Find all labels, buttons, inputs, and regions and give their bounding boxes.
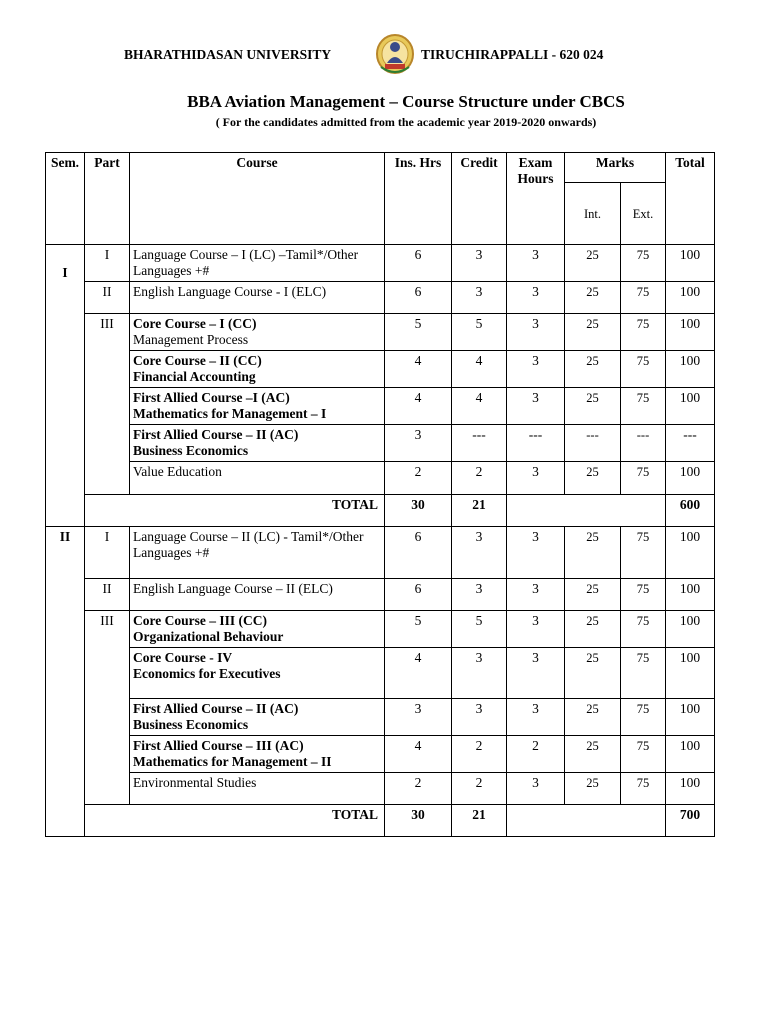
ext-cell: 75 [621, 736, 666, 773]
course-line: First Allied Course – III (AC) [133, 738, 304, 753]
ins-cell: 6 [385, 282, 452, 314]
ins-cell: 6 [385, 527, 452, 579]
part-cell: I [85, 245, 130, 282]
total-credit-cell: 21 [452, 805, 507, 837]
ins-cell: 4 [385, 388, 452, 425]
total-cell: 100 [666, 579, 715, 611]
letterhead [0, 45, 768, 69]
ins-cell: 2 [385, 773, 452, 805]
exam-cell: 3 [507, 648, 565, 699]
total-label: TOTAL [85, 805, 385, 837]
page-subtitle: ( For the candidates admitted from the academic year 2019-2020 onwards) [215, 115, 597, 129]
table-row [46, 527, 715, 579]
table-row [46, 462, 715, 495]
exam-cell: 2 [507, 736, 565, 773]
total-blank-cell [507, 805, 666, 837]
course-line: English Language Course – II (ELC) [133, 581, 333, 596]
ext-cell: 75 [621, 648, 666, 699]
credit-cell: 2 [452, 462, 507, 495]
total-ins-cell: 30 [385, 805, 452, 837]
total-cell: 100 [666, 611, 715, 648]
total-cell: 100 [666, 648, 715, 699]
course-line: Core Course – II (CC) [133, 353, 262, 368]
exam-cell: 3 [507, 462, 565, 495]
int-cell: 25 [565, 351, 621, 388]
part-cell: II [85, 282, 130, 314]
course-line: Language Course – I (LC) –Tamil*/Other [133, 247, 359, 262]
part-cell [85, 773, 130, 805]
ext-cell: 75 [621, 462, 666, 495]
part-cell: III [85, 314, 130, 351]
int-cell: 25 [565, 736, 621, 773]
course-line: First Allied Course –I (AC) [133, 390, 290, 405]
header-course: Course [130, 153, 385, 245]
part-cell [85, 351, 130, 388]
credit-cell: 2 [452, 773, 507, 805]
part-cell: I [85, 527, 130, 579]
part-cell: III [85, 611, 130, 648]
ext-cell: 75 [621, 388, 666, 425]
header-int: Int. [565, 183, 621, 245]
course-cell [130, 611, 385, 648]
course-line: Organizational Behaviour [133, 629, 284, 644]
header-part: Part [85, 153, 130, 245]
credit-cell: --- [452, 425, 507, 462]
part-cell [85, 648, 130, 699]
course-line: First Allied Course – II (AC) [133, 427, 299, 442]
total-cell: --- [666, 425, 715, 462]
total-marks-cell: 600 [666, 495, 715, 527]
table-row [46, 314, 715, 351]
total-marks-cell: 700 [666, 805, 715, 837]
ins-cell: 4 [385, 648, 452, 699]
exam-cell: 3 [507, 351, 565, 388]
total-cell: 100 [666, 388, 715, 425]
ins-cell: 2 [385, 462, 452, 495]
course-line: Core Course – I (CC) [133, 316, 257, 331]
table-row [46, 351, 715, 388]
int-cell: 25 [565, 245, 621, 282]
total-row [46, 805, 715, 837]
course-line: Core Course – III (CC) [133, 613, 267, 628]
header-exam-hours: Exam Hours [507, 153, 565, 245]
int-cell: 25 [565, 388, 621, 425]
course-line: Environmental Studies [133, 775, 257, 790]
ext-cell: 75 [621, 245, 666, 282]
int-cell: 25 [565, 773, 621, 805]
ext-cell: 75 [621, 314, 666, 351]
course-line: Language Course – II (LC) - Tamil*/Other [133, 529, 364, 544]
table-row [46, 245, 715, 282]
ext-cell: 75 [621, 579, 666, 611]
int-cell: --- [565, 425, 621, 462]
table-row [46, 425, 715, 462]
total-cell: 100 [666, 351, 715, 388]
int-cell: 25 [565, 648, 621, 699]
int-cell: 25 [565, 527, 621, 579]
table-row [46, 611, 715, 648]
ext-cell: 75 [621, 611, 666, 648]
exam-cell: 3 [507, 579, 565, 611]
course-line: Languages +# [133, 263, 210, 278]
total-cell: 100 [666, 314, 715, 351]
credit-cell: 4 [452, 351, 507, 388]
semester-cell: I [46, 245, 85, 527]
course-cell [130, 351, 385, 388]
exam-cell: 3 [507, 388, 565, 425]
course-cell [130, 314, 385, 351]
course-line: Business Economics [133, 443, 249, 458]
exam-cell: 3 [507, 773, 565, 805]
exam-cell: 3 [507, 282, 565, 314]
total-ins-cell: 30 [385, 495, 452, 527]
course-cell [130, 462, 385, 495]
course-cell [130, 579, 385, 611]
exam-cell: 3 [507, 245, 565, 282]
semester-cell: II [46, 527, 85, 837]
total-cell: 100 [666, 282, 715, 314]
part-cell [85, 388, 130, 425]
table-row [46, 648, 715, 699]
course-cell [130, 773, 385, 805]
course-line: Economics for Executives [133, 666, 281, 681]
ext-cell: 75 [621, 699, 666, 736]
credit-cell: 3 [452, 245, 507, 282]
course-line: Value Education [133, 464, 222, 479]
course-cell [130, 245, 385, 282]
header-ext: Ext. [621, 183, 666, 245]
ins-cell: 6 [385, 579, 452, 611]
course-cell [130, 527, 385, 579]
total-blank-cell [507, 495, 666, 527]
credit-cell: 4 [452, 388, 507, 425]
ins-cell: 4 [385, 351, 452, 388]
course-line: Mathematics for Management – II [133, 754, 332, 769]
course-line: Business Economics [133, 717, 249, 732]
total-cell: 100 [666, 462, 715, 495]
header-sem: Sem. [46, 153, 85, 245]
table-row [46, 579, 715, 611]
total-cell: 100 [666, 527, 715, 579]
part-cell [85, 736, 130, 773]
header-ins-hrs [385, 153, 452, 245]
part-cell [85, 425, 130, 462]
ins-cell: 6 [385, 245, 452, 282]
course-structure-table [45, 152, 715, 837]
course-line: First Allied Course – II (AC) [133, 701, 299, 716]
table-row [46, 773, 715, 805]
table-row [46, 282, 715, 314]
course-cell [130, 699, 385, 736]
credit-cell: 3 [452, 699, 507, 736]
course-cell [130, 425, 385, 462]
course-cell [130, 282, 385, 314]
course-line: Mathematics for Management – I [133, 406, 327, 421]
credit-cell: 3 [452, 282, 507, 314]
page-title: BBA Aviation Management – Course Structure under CBCS [187, 92, 625, 111]
total-cell: 100 [666, 699, 715, 736]
course-cell [130, 736, 385, 773]
total-credit-cell: 21 [452, 495, 507, 527]
ext-cell: 75 [621, 527, 666, 579]
total-label: TOTAL [85, 495, 385, 527]
total-cell: 100 [666, 736, 715, 773]
credit-cell: 5 [452, 314, 507, 351]
ins-cell: 3 [385, 699, 452, 736]
header-ins-hrs-text: Ins. Hrs [394, 155, 442, 170]
exam-cell: 3 [507, 527, 565, 579]
header-total: Total [666, 153, 715, 245]
part-cell [85, 699, 130, 736]
ext-cell: 75 [621, 773, 666, 805]
credit-cell: 3 [452, 527, 507, 579]
table-row [46, 736, 715, 773]
ins-cell: 3 [385, 425, 452, 462]
int-cell: 25 [565, 314, 621, 351]
table-row [46, 388, 715, 425]
part-cell [85, 462, 130, 495]
ext-cell: 75 [621, 282, 666, 314]
int-cell: 25 [565, 282, 621, 314]
total-cell: 100 [666, 245, 715, 282]
total-row [46, 495, 715, 527]
university-emblem-icon [375, 33, 415, 75]
int-cell: 25 [565, 579, 621, 611]
ext-cell: 75 [621, 351, 666, 388]
exam-cell: 3 [507, 611, 565, 648]
total-cell: 100 [666, 773, 715, 805]
int-cell: 25 [565, 462, 621, 495]
course-line: Management Process [133, 332, 249, 347]
course-cell [130, 648, 385, 699]
credit-cell: 3 [452, 648, 507, 699]
course-cell [130, 388, 385, 425]
int-cell: 25 [565, 699, 621, 736]
credit-cell: 3 [452, 579, 507, 611]
course-line: Languages +# [133, 545, 210, 560]
ins-cell: 5 [385, 314, 452, 351]
exam-cell: 3 [507, 314, 565, 351]
exam-cell: 3 [507, 699, 565, 736]
exam-cell: --- [507, 425, 565, 462]
part-cell: II [85, 579, 130, 611]
university-city: TIRUCHIRAPPALLI - 620 024 [421, 47, 604, 62]
ext-cell: --- [621, 425, 666, 462]
course-line: Financial Accounting [133, 369, 256, 384]
course-line: Core Course - IV [133, 650, 233, 665]
course-line: English Language Course - I (ELC) [133, 284, 327, 299]
ins-cell: 5 [385, 611, 452, 648]
header-marks: Marks [565, 153, 666, 183]
table-row [46, 699, 715, 736]
credit-cell: 5 [452, 611, 507, 648]
university-name: BHARATHIDASAN UNIVERSITY [124, 47, 332, 62]
ins-cell: 4 [385, 736, 452, 773]
header-credit: Credit [452, 153, 507, 245]
int-cell: 25 [565, 611, 621, 648]
credit-cell: 2 [452, 736, 507, 773]
